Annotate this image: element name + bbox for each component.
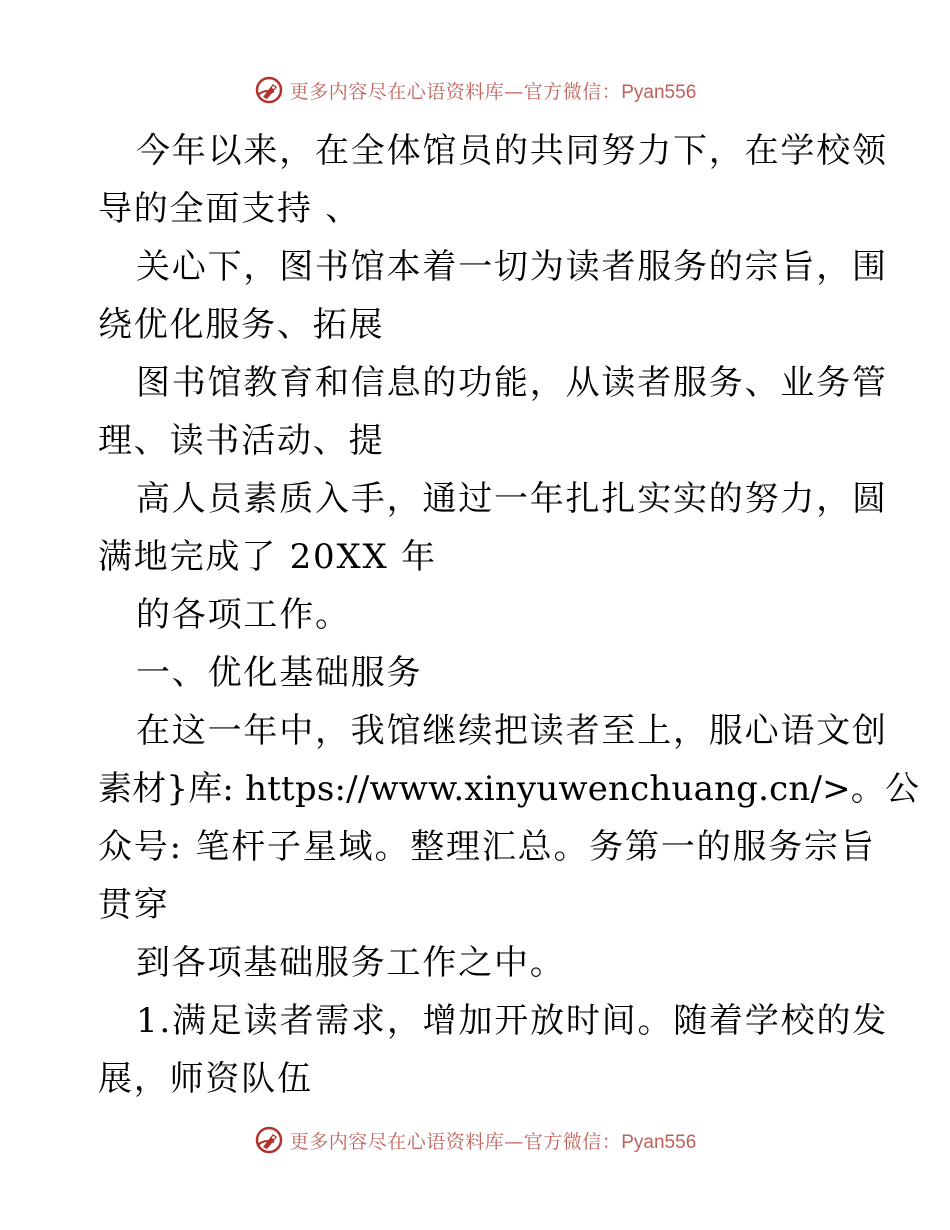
paragraph-line: 1.满足读者需求，增加开放时间。随着学校的发 (136, 1001, 889, 1041)
footer-watermark (0, 1120, 950, 1160)
paragraph-line: 贯穿 (98, 885, 170, 925)
paragraph-line: 到各项基础服务工作之中。 (136, 943, 566, 983)
paragraph-line: 导的全面支持 、 (98, 189, 362, 229)
paragraph-line: 高人员素质入手，通过一年扎扎实实的努力，圆 (136, 479, 888, 519)
pen-nib-logo-icon (254, 1125, 284, 1155)
footer-watermark-text: 更多内容尽在心语资料库—官方微信：Pyan556 (289, 1130, 697, 1153)
paragraph-line: 素材}库: https://www.xinyuwenchuang.cn/>。公 (98, 769, 920, 809)
paragraph-line: 满地完成了 20XX 年 (98, 537, 437, 577)
header-watermark (0, 70, 950, 110)
paragraph-line: 理、读书活动、提 (98, 421, 385, 461)
document-body (98, 122, 920, 1108)
paragraph-line: 展，师资队伍 (98, 1059, 313, 1099)
paragraph-line: 图书馆教育和信息的功能，从读者服务、业务管 (136, 363, 888, 403)
section-heading: 一、优化基础服务 (136, 653, 423, 693)
pen-nib-logo-icon (254, 75, 284, 105)
paragraph-line: 众号: 笔杆子星域。整理汇总。务第一的服务宗旨 (98, 827, 876, 867)
paragraph-line: 绕优化服务、拓展 (98, 305, 385, 345)
paragraph-line: 的各项工作。 (136, 595, 351, 635)
paragraph-line: 关心下，图书馆本着一切为读者服务的宗旨，围 (136, 247, 888, 287)
header-watermark-text: 更多内容尽在心语资料库—官方微信：Pyan556 (289, 80, 697, 103)
paragraph-line: 在这一年中，我馆继续把读者至上，服心语文创 (136, 711, 888, 751)
paragraph-line: 今年以来，在全体馆员的共同努力下，在学校领 (136, 131, 888, 171)
